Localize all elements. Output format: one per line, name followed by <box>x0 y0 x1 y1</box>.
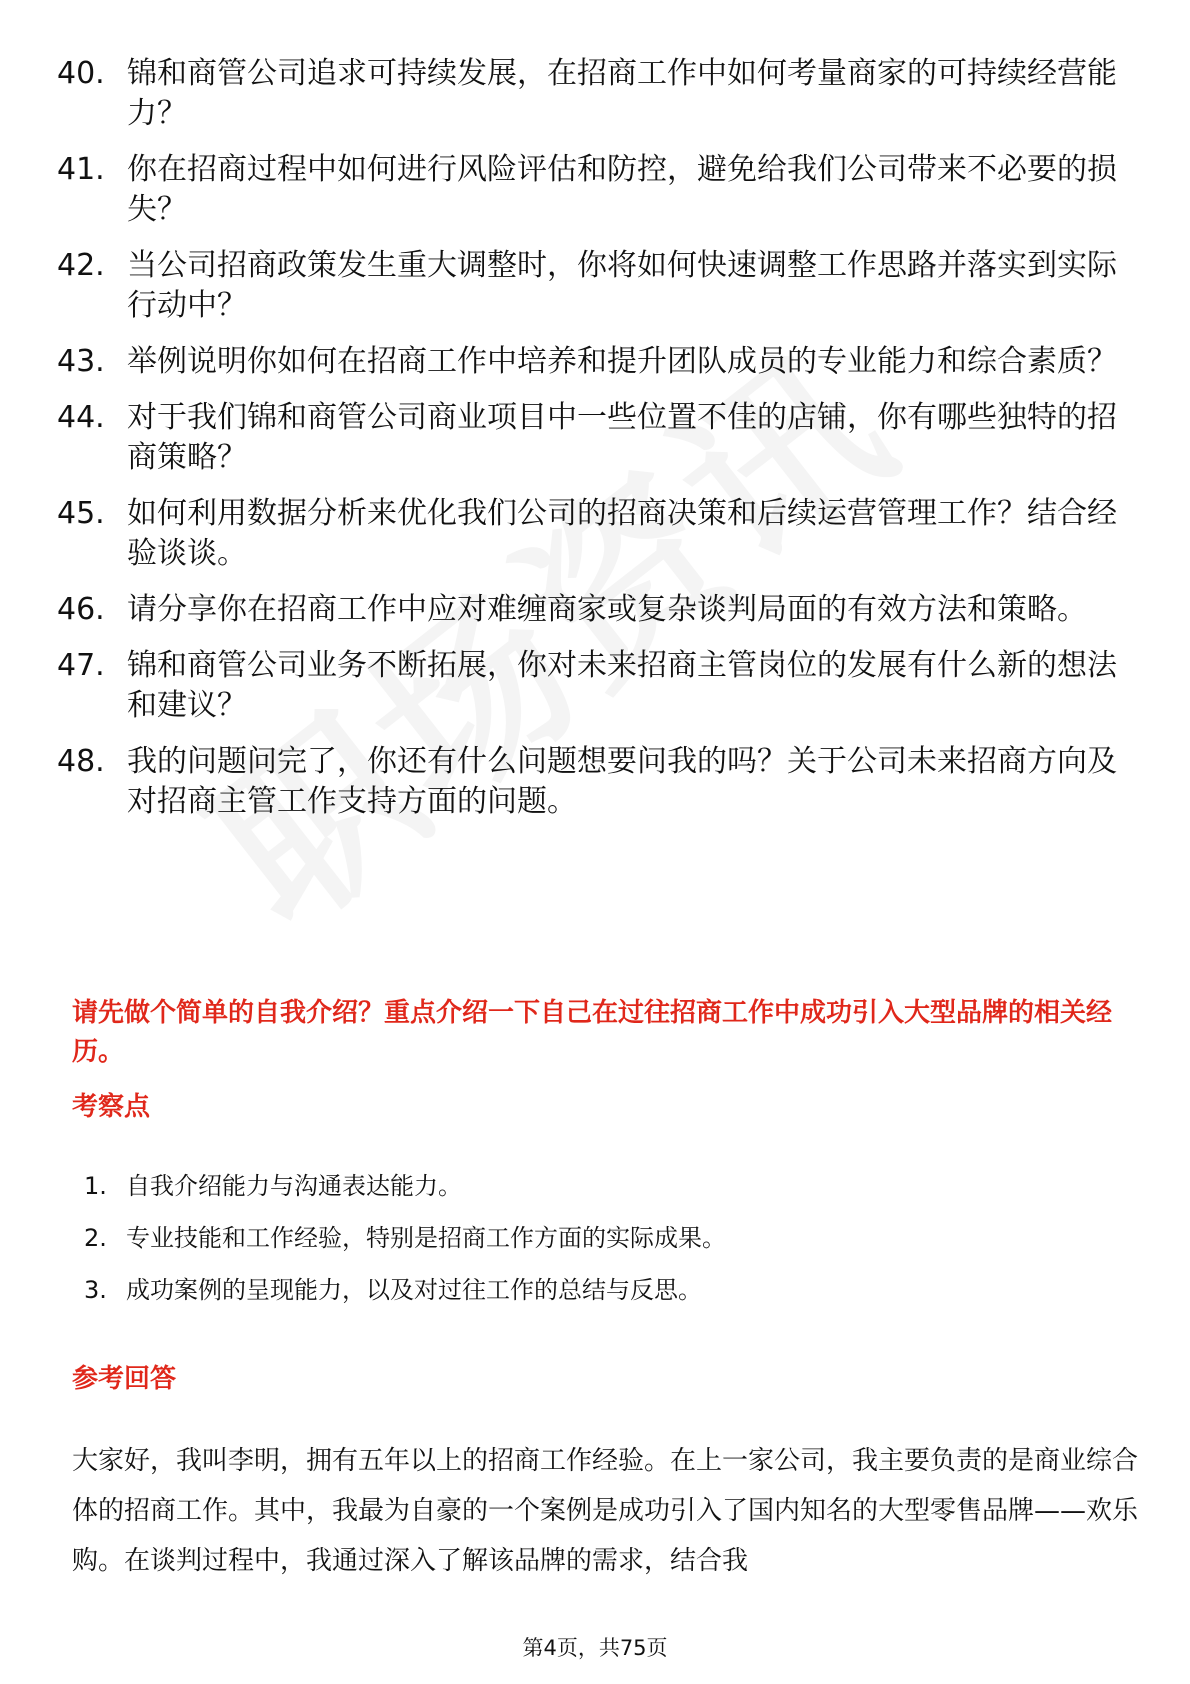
reference-answer-text: 大家好，我叫李明，拥有五年以上的招商工作经验。在上一家公司，我主要负责的是商业综合体的招商工作。其中，我最为自豪的一个案例是成功引入了国内知名的大型零售品牌——欢乐购。在谈判过程中，我通过深入了解该品牌的需求，结合我 <box>72 1446 1139 1576</box>
main-question-heading: 请先做个简单的自我介绍？重点介绍一下自己在过往招商工作中成功引入大型品牌的相关经历。 <box>72 998 1113 1067</box>
question-number: 45. <box>57 496 105 531</box>
list-item <box>57 742 1137 822</box>
list-item <box>57 246 1137 326</box>
assessment-heading: 考察点 <box>72 1092 151 1122</box>
list-item <box>84 1272 1124 1308</box>
list-item <box>84 1220 1124 1256</box>
point-text: 成功案例的呈现能力，以及对过往工作的总结与反思。 <box>126 1276 702 1304</box>
point-text: 自我介绍能力与沟通表达能力。 <box>126 1172 462 1200</box>
point-text: 专业技能和工作经验，特别是招商工作方面的实际成果。 <box>126 1224 726 1252</box>
reference-answer-heading: 参考回答 <box>72 1364 177 1394</box>
list-item <box>57 646 1137 726</box>
list-item <box>57 54 1137 134</box>
list-item <box>57 494 1137 574</box>
page-number: 第4页，共75页 <box>522 1636 668 1660</box>
question-number: 46. <box>57 592 105 627</box>
question-text: 举例说明你如何在招商工作中培养和提升团队成员的专业能力和综合素质？ <box>127 344 1117 379</box>
question-text: 你在招商过程中如何进行风险评估和防控，避免给我们公司带来不必要的损失？ <box>127 152 1117 227</box>
point-number: 1. <box>84 1172 107 1200</box>
assessment-points-list <box>84 1168 1124 1324</box>
list-item <box>57 590 1137 630</box>
question-number: 48. <box>57 744 105 779</box>
list-item <box>57 150 1137 230</box>
question-number: 47. <box>57 648 105 683</box>
question-number: 43. <box>57 344 105 379</box>
question-number: 42. <box>57 248 105 283</box>
question-text: 对于我们锦和商管公司商业项目中一些位置不佳的店铺，你有哪些独特的招商策略？ <box>127 400 1117 475</box>
list-item <box>57 398 1137 478</box>
question-number: 41. <box>57 152 105 187</box>
question-list <box>57 54 1137 838</box>
question-text: 锦和商管公司追求可持续发展，在招商工作中如何考量商家的可持续经营能力？ <box>127 56 1117 131</box>
question-text: 如何利用数据分析来优化我们公司的招商决策和后续运营管理工作？结合经验谈谈。 <box>127 496 1117 571</box>
list-item <box>57 342 1137 382</box>
question-text: 当公司招商政策发生重大调整时，你将如何快速调整工作思路并落实到实际行动中？ <box>127 248 1117 323</box>
point-number: 3. <box>84 1276 107 1304</box>
question-text: 请分享你在招商工作中应对难缠商家或复杂谈判局面的有效方法和策略。 <box>127 592 1087 627</box>
list-item <box>84 1168 1124 1204</box>
question-text: 锦和商管公司业务不断拓展，你对未来招商主管岗位的发展有什么新的想法和建议？ <box>127 648 1117 723</box>
question-text: 我的问题问完了，你还有什么问题想要问我的吗？关于公司未来招商方向及对招商主管工作支持方面的问题。 <box>127 744 1117 819</box>
point-number: 2. <box>84 1224 107 1252</box>
question-number: 44. <box>57 400 105 435</box>
question-number: 40. <box>57 56 105 91</box>
